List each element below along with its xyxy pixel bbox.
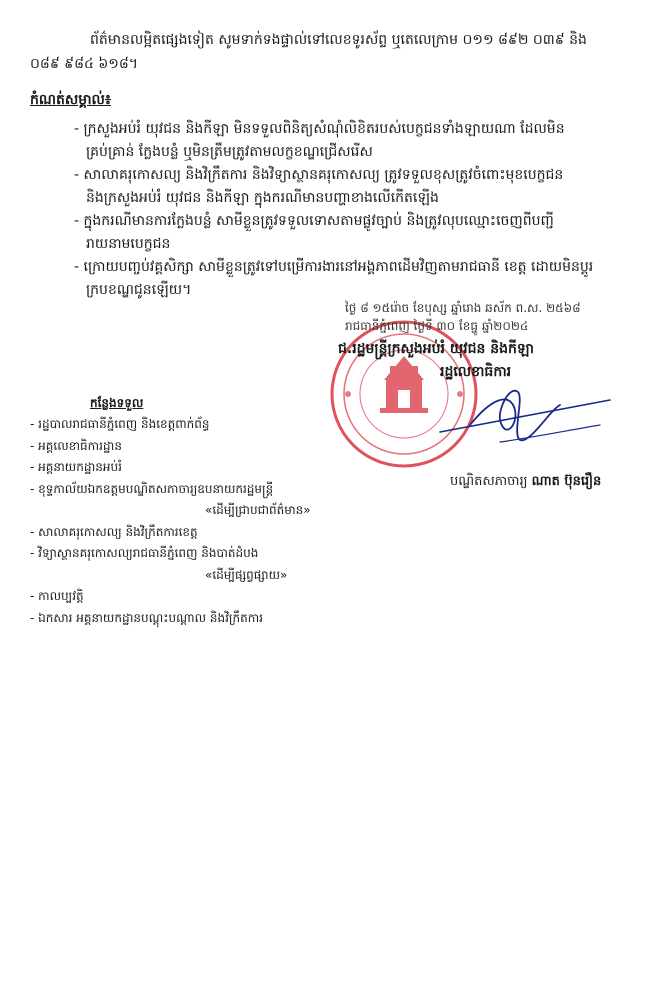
signer-block (450, 473, 601, 492)
notes-list (74, 118, 634, 302)
note-item (74, 164, 634, 210)
note-item (74, 118, 634, 164)
recipient-item: - ឯកសារ អគ្គនាយកដ្ឋានបណ្តុះបណ្តាល និងវិក្រឹតការ (30, 610, 263, 625)
note-line: - ក្រសួងអប់រំ យុវជន និងកីឡា មិនទទួលពិនិត្យសំណុំលិខិតរបស់បេក្ខជនទាំងឡាយណា ដែលមិន (74, 121, 565, 137)
lunar-date: ថ្ងៃ ៨ ១៥រ៉ោច ខែបុស្ស ឆ្នាំរោង ឆស័ក ព.ស. ២៥៦៨ (345, 301, 581, 315)
notes-heading: កំណត់សម្គាល់៖ (30, 92, 112, 108)
recipient-item: - វិទ្យាស្ថានគរុកោសល្យរាជធានីភ្នំពេញ និងបាត់ដំបង (30, 546, 259, 560)
note-line: - ក្នុងករណីមានការក្លែងបន្លំ សាមីខ្លួនត្រូវទទួលទោសតាមផ្លូវច្បាប់ និងត្រូវលុបឈ្មោះចេញពីបញ្ជី (74, 213, 554, 229)
recipients-list (30, 414, 450, 629)
signer-name: ណាត ប៊ុនរឿន (531, 474, 602, 489)
recipient-item: - សាលាគរុកោសល្យ និងវិក្រឹតការខេត្ត (30, 524, 198, 539)
note-line: - ក្រោយបញ្ចប់វគ្គសិក្សា សាមីខ្លួនត្រូវទៅបម្រើការងារនៅអង្គភាពដើមវិញតាមរាជធានី ខេត្ត ដោយមិនប្តូរ (74, 259, 594, 275)
solar-date: រាជធានីភ្នំពេញ ថ្ងៃទី ៣០ ខែធ្នូ ឆ្នាំ២០២៤ (345, 319, 529, 333)
recipient-item: - អគ្គលេខាធិការដ្ឋាន (30, 438, 122, 453)
recipient-purpose: «ដើម្បីជ្រាបជាព័ត៌មាន» (205, 503, 311, 517)
signer-title: បណ្ឌិតសភាចារ្យ (450, 474, 528, 489)
recipients-heading: កន្លែងទទួល (90, 396, 144, 410)
recipient-item: - កាលប្បវត្តិ (30, 589, 84, 603)
recipient-item: - ខុទ្ទកាល័យឯកឧត្តមបណ្ឌិតសភាចារ្យឧបនាយករដ្ឋមន្ត្រី (30, 481, 274, 496)
recipient-item: - អគ្គនាយកដ្ឋានអប់រំ (30, 460, 122, 474)
recipient-purpose: «ដើម្បីផ្សព្វផ្សាយ» (205, 567, 288, 582)
contact-line-2: ០៨៩ ៩៨៤ ៦១៨។ (30, 56, 139, 72)
note-line: និងក្រសួងអប់រំ យុវជន និងកីឡា ក្នុងករណីមានបញ្ហាខាងលើកើតឡើង (86, 190, 439, 206)
note-line: ក្របខណ្ឌជូនឡើយ។ (86, 282, 192, 298)
contact-line-1: ព័ត៌មានលម្អិតផ្សេងទៀត សូមទាក់ទងផ្ទាល់ទៅលេខទូរស័ព្ទ ឬតេលេក្រាម ០១១ ៨៩២ ០៣៩ និង (90, 32, 587, 48)
note-item (74, 210, 634, 256)
secretary-of-state-title: រដ្ឋលេខាធិការ (440, 364, 512, 380)
recipient-item: - រដ្ឋបាលរាជធានីភ្នំពេញ និងខេត្តពាក់ព័ន្ធ (30, 417, 210, 431)
contact-paragraph (30, 28, 640, 76)
minister-title: ជ.រដ្ឋមន្ត្រីក្រសួងអប់រំ យុវជន និងកីឡា (338, 341, 535, 357)
note-line: - សាលាគរុកោសល្យ និងវិក្រឹតការ និងវិទ្យាស្ថានគរុកោសល្យ ត្រូវទទួលខុសត្រូវចំពោះមុខបេក្ខជន (74, 167, 564, 183)
note-line: គ្រប់គ្រាន់ ក្លែងបន្លំ ឬមិនត្រឹមត្រូវតាមលក្ខខណ្ឌជ្រើសរើស (86, 144, 373, 160)
note-line: រាយនាមបេក្ខជន (86, 236, 171, 252)
note-item (74, 256, 634, 302)
